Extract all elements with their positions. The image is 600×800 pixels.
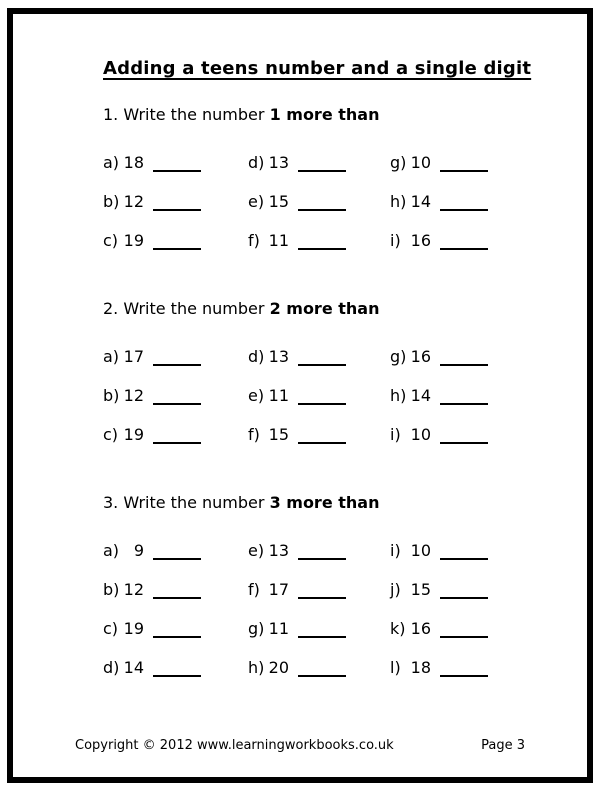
exercise-section	[103, 493, 557, 678]
worksheet-item	[248, 192, 390, 212]
worksheet-item	[390, 541, 557, 561]
item-column	[248, 347, 390, 445]
section-items-grid	[103, 153, 557, 251]
item-number: 10	[410, 153, 431, 172]
item-number: 17	[268, 580, 289, 599]
answer-blank	[153, 350, 201, 366]
page-footer	[13, 738, 587, 753]
sections-container	[103, 105, 557, 678]
item-number: 13	[268, 153, 289, 172]
item-label: f)	[248, 580, 260, 599]
item-number: 19	[123, 619, 144, 638]
section-heading-text: 1. Write the number	[103, 105, 265, 124]
section-items-grid	[103, 541, 557, 678]
item-number: 16	[410, 619, 431, 638]
worksheet-item	[390, 425, 557, 445]
answer-blank	[440, 156, 488, 172]
worksheet-item	[248, 541, 390, 561]
item-column	[248, 153, 390, 251]
item-label: b)	[103, 580, 120, 599]
item-number: 11	[268, 231, 289, 250]
item-label: g)	[248, 619, 265, 638]
item-label: i)	[390, 231, 401, 250]
worksheet-item	[248, 658, 390, 678]
section-heading-bold: 1 more than	[269, 105, 380, 124]
copyright-text: Copyright © 2012 www.learningworkbooks.co.uk	[75, 738, 394, 753]
item-label: a)	[103, 347, 120, 366]
worksheet-item	[390, 231, 557, 251]
item-label: l)	[390, 658, 401, 677]
answer-blank	[440, 544, 488, 560]
worksheet-item	[390, 386, 557, 406]
item-label: h)	[390, 192, 407, 211]
item-number: 18	[123, 153, 144, 172]
item-number: 14	[410, 386, 431, 405]
answer-blank	[298, 544, 346, 560]
worksheet-item	[248, 425, 390, 445]
item-number: 10	[410, 425, 431, 444]
page-border	[7, 8, 593, 783]
section-heading-text: 2. Write the number	[103, 299, 265, 318]
section-heading-bold: 2 more than	[269, 299, 380, 318]
worksheet-item	[103, 347, 248, 367]
item-number: 9	[133, 541, 144, 560]
item-label: i)	[390, 425, 401, 444]
worksheet-item	[390, 658, 557, 678]
worksheet-item	[390, 580, 557, 600]
answer-blank	[440, 389, 488, 405]
answer-blank	[153, 622, 201, 638]
answer-blank	[440, 661, 488, 677]
section-heading	[103, 493, 557, 513]
item-label: e)	[248, 192, 265, 211]
answer-blank	[153, 234, 201, 250]
item-number: 10	[410, 541, 431, 560]
item-label: b)	[103, 386, 120, 405]
exercise-section	[103, 105, 557, 251]
answer-blank	[440, 350, 488, 366]
worksheet-item	[103, 658, 248, 678]
answer-blank	[298, 389, 346, 405]
item-label: a)	[103, 541, 120, 560]
item-label: e)	[248, 386, 265, 405]
page-number: Page 3	[481, 738, 525, 753]
worksheet-item	[248, 619, 390, 639]
answer-blank	[298, 583, 346, 599]
item-label: c)	[103, 425, 119, 444]
item-number: 12	[123, 580, 144, 599]
answer-blank	[440, 583, 488, 599]
answer-blank	[153, 389, 201, 405]
answer-blank	[153, 156, 201, 172]
answer-blank	[298, 622, 346, 638]
answer-blank	[298, 234, 346, 250]
item-number: 14	[410, 192, 431, 211]
item-column	[390, 541, 557, 678]
item-number: 17	[123, 347, 144, 366]
worksheet-item	[248, 386, 390, 406]
worksheet-item	[248, 580, 390, 600]
section-heading-text: 3. Write the number	[103, 493, 265, 512]
item-number: 16	[410, 231, 431, 250]
item-label: g)	[390, 153, 407, 172]
worksheet-item	[103, 580, 248, 600]
section-heading-bold: 3 more than	[269, 493, 380, 512]
item-number: 20	[268, 658, 289, 677]
answer-blank	[153, 583, 201, 599]
item-number: 11	[268, 386, 289, 405]
item-number: 15	[268, 192, 289, 211]
worksheet-item	[390, 192, 557, 212]
worksheet-item	[103, 619, 248, 639]
item-number: 12	[123, 386, 144, 405]
item-column	[103, 347, 248, 445]
item-label: f)	[248, 231, 260, 250]
item-label: i)	[390, 541, 401, 560]
exercise-section	[103, 299, 557, 445]
answer-blank	[153, 195, 201, 211]
section-items-grid	[103, 347, 557, 445]
answer-blank	[153, 544, 201, 560]
worksheet-item	[103, 425, 248, 445]
item-label: f)	[248, 425, 260, 444]
item-number: 19	[123, 425, 144, 444]
answer-blank	[298, 661, 346, 677]
item-label: c)	[103, 619, 119, 638]
section-heading	[103, 105, 557, 125]
answer-blank	[440, 234, 488, 250]
answer-blank	[298, 195, 346, 211]
worksheet-item	[248, 153, 390, 173]
item-number: 12	[123, 192, 144, 211]
section-heading	[103, 299, 557, 319]
item-number: 13	[268, 541, 289, 560]
worksheet-item	[390, 619, 557, 639]
item-number: 13	[268, 347, 289, 366]
item-label: a)	[103, 153, 120, 172]
worksheet-item	[103, 541, 248, 561]
item-label: e)	[248, 541, 265, 560]
worksheet-item	[248, 347, 390, 367]
item-number: 16	[410, 347, 431, 366]
item-label: g)	[390, 347, 407, 366]
worksheet-item	[103, 153, 248, 173]
answer-blank	[153, 428, 201, 444]
item-number: 15	[410, 580, 431, 599]
item-column	[103, 541, 248, 678]
item-label: h)	[390, 386, 407, 405]
item-number: 11	[268, 619, 289, 638]
worksheet-item	[390, 153, 557, 173]
answer-blank	[440, 622, 488, 638]
item-number: 19	[123, 231, 144, 250]
answer-blank	[298, 350, 346, 366]
answer-blank	[440, 428, 488, 444]
item-column	[248, 541, 390, 678]
item-label: c)	[103, 231, 119, 250]
item-label: h)	[248, 658, 265, 677]
item-number: 15	[268, 425, 289, 444]
item-column	[390, 153, 557, 251]
worksheet-item	[248, 231, 390, 251]
answer-blank	[298, 156, 346, 172]
answer-blank	[298, 428, 346, 444]
item-column	[103, 153, 248, 251]
item-label: d)	[248, 347, 265, 366]
answer-blank	[153, 661, 201, 677]
answer-blank	[440, 195, 488, 211]
worksheet-item	[103, 231, 248, 251]
item-number: 14	[123, 658, 144, 677]
item-column	[390, 347, 557, 445]
item-label: k)	[390, 619, 406, 638]
item-label: b)	[103, 192, 120, 211]
page-title: Adding a teens number and a single digit	[103, 58, 532, 79]
worksheet-item	[390, 347, 557, 367]
item-label: d)	[248, 153, 265, 172]
worksheet-content	[13, 14, 587, 678]
item-label: d)	[103, 658, 120, 677]
worksheet-item	[103, 192, 248, 212]
item-label: j)	[390, 580, 401, 599]
item-number: 18	[410, 658, 431, 677]
worksheet-item	[103, 386, 248, 406]
